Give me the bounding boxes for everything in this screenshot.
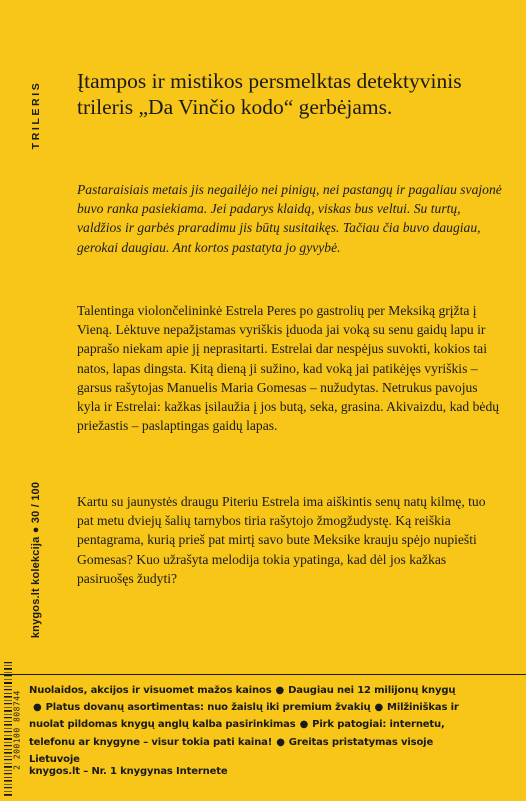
promo-item: Milžiniškas ir nuolat pildomas knygų anglų kalba pasirinkimas <box>29 702 459 731</box>
bullet-separator: ● <box>275 685 285 696</box>
bullet-separator: ● <box>33 702 42 714</box>
series-label: knygos.lt kolekcija ● 30 / 100 <box>30 481 42 639</box>
promo-item: Daugiau nei 12 milijonų knygų <box>288 685 456 696</box>
genre-side-label <box>29 70 43 160</box>
promo-item: Platus dovanų asortimentas: nuo žaislų iki premium žvakių <box>45 702 371 714</box>
promo-block <box>29 682 459 768</box>
promo-item: Nuolaidos, akcijos ir visuomet mažos kainos <box>29 685 272 696</box>
promo-item: Pirk patogiai: internetu, telefonu ar knygyne – visur tokia pati kaina! <box>29 719 445 748</box>
series-side-label <box>29 440 43 680</box>
store-tagline: knygos.lt – Nr. 1 knygynas Internete <box>29 766 228 777</box>
barcode-number: 2 200100 808744 <box>12 690 22 770</box>
bullet-separator: ● <box>299 719 309 731</box>
synopsis-paragraph-1: Talentinga violončelininkė Estrela Peres po gastrolių per Meksiką grįžta į Vieną. Lėktuve nepažįstamas vyriškis įduoda jai voką su senu gaidų lapu ir paprašo niekam apie jį neprasitarti. Estrelai dar nespėjus suvokti, kokios tai natos, lapas dingsta. Kitą dieną ji sužino, kad voką jai patikėjęs vyriškis – garsus rašytojas Manuelis Maria Gomesas – nužudytas. Netrukus pavojus kyla ir Estrelai: kažkas įsilaužia į jos butą, seka, grasina. Akivaizdu, kad bėdų priežastis – paslaptingas gaidų lapas. <box>77 303 500 434</box>
promo-item: Greitas pristatymas visoje Lietuvoje <box>29 736 434 765</box>
bullet-separator: ● <box>276 736 285 748</box>
synopsis-paragraph-2: Kartu su jaunystės draugu Piteriu Estrela ima aiškintis senų natų kilmę, tuo pat metu dviejų šalių tarnybos tiria rašytojo žmogžudystę. Ką reiškia pentagrama, kurią prieš pat mirtį savo bute Meksike krauju spėjo nupiešti Gomesas? Kuo užrašyta melodija tokia ypatinga, kad dėl jos kažkas pasiruošęs žudyti? <box>77 494 486 586</box>
bullet-separator: ● <box>374 702 384 714</box>
genre-label: TRILERIS <box>30 80 42 150</box>
divider-line <box>0 674 526 675</box>
headline: Įtampos ir mistikos persmelktas detektyvinis trileris „Da Vinčio kodo“ gerbėjams. <box>77 69 462 119</box>
teaser-paragraph: Pastaraisiais metais jis negailėjo nei pinigų, nei pastangų ir pagaliau svajonė buvo ranka pasiekiama. Jei padarys klaidą, viskas bus veltui. Su turtų, valdžios ir garbės praradimu jis būtų susitaikęs. Tačiau čia buvo daugiau, gerokai daugiau. Ant kortos pastatyta jo gyvybė. <box>77 182 502 255</box>
barcode <box>4 660 22 800</box>
